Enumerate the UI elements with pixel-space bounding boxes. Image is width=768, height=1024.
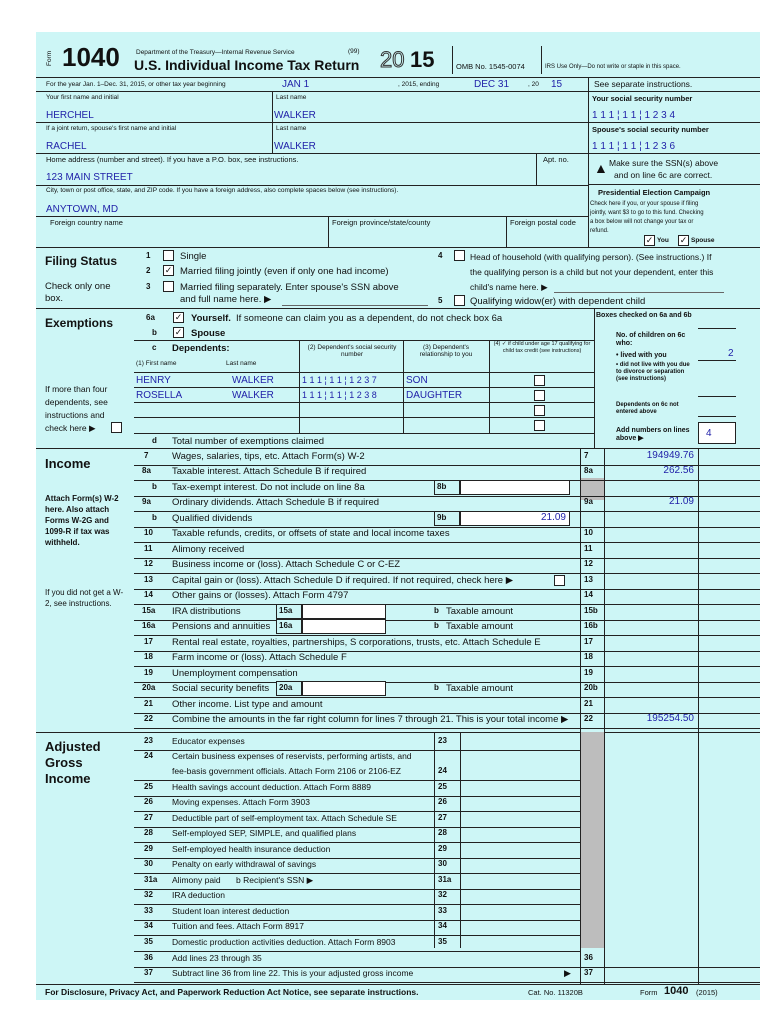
agi-line-28-field[interactable] <box>460 826 580 841</box>
omb-number: OMB No. 1545-0074 <box>456 62 525 71</box>
agi-line-28-label: Self-employed SEP, SIMPLE, and qualified plans <box>172 828 357 838</box>
income-line-14-label: Other gains or (losses). Attach Form 4797 <box>172 590 349 601</box>
income-box-label: 9b <box>437 513 447 522</box>
income-line-number: b <box>152 482 157 491</box>
tax-year-year[interactable]: 15 <box>551 79 563 90</box>
spouse-last-field[interactable]: WALKER <box>274 141 316 152</box>
foreign-country-label: Foreign country name <box>50 218 123 227</box>
income-line-number: 11 <box>144 544 153 553</box>
lived-with-you-label: • lived with you <box>616 352 667 359</box>
dep2-ssn[interactable]: 1 1 1 ¦ 1 1 ¦ 1 2 3 8 <box>302 390 377 400</box>
income-line-number: 13 <box>144 575 153 584</box>
warning-triangle-icon: ▲ <box>594 160 608 176</box>
filing-widow-label: Qualifying widow(er) with dependent child <box>470 296 646 307</box>
agi-line-24-field[interactable] <box>460 764 580 779</box>
agi-box-label: 31a <box>438 875 452 884</box>
campaign-spouse-checkbox[interactable]: ✓ <box>679 235 688 245</box>
filing-widow-checkbox[interactable] <box>454 295 465 306</box>
agi-line-number: 29 <box>144 844 153 853</box>
agi-line-32-field[interactable] <box>460 888 580 903</box>
campaign-line-1: Check here if you, or your spouse if filing <box>590 201 699 207</box>
income-line-number: 12 <box>144 559 153 568</box>
income-row-rule <box>134 728 760 729</box>
agi-box-label: 32 <box>438 890 447 899</box>
income-line-number: 10 <box>144 528 153 537</box>
home-address-field[interactable]: 123 MAIN STREET <box>46 172 133 183</box>
spouse-last-label: Last name <box>276 125 307 132</box>
dep-last-name-header: Last name <box>226 360 257 367</box>
footer-cat: Cat. No. 11320B <box>528 988 583 997</box>
ssn-label: Your social security number <box>592 94 693 103</box>
campaign-you-label: You <box>657 237 669 244</box>
filing-separate-label: Married filing separately. Enter spouse's SSN above <box>180 282 399 293</box>
income-row-rule <box>134 604 760 605</box>
form-number: 1040 <box>62 42 120 72</box>
agi-box-label: 33 <box>438 906 447 915</box>
income-row-rule <box>134 697 760 698</box>
filing-hoh-line-3: child's name here. ▶ <box>470 282 548 292</box>
income-box-label: 9a <box>584 497 593 506</box>
not-live-label: • did not live with you due to divorce or separation (see instructions) <box>616 362 690 382</box>
income-box-label: 17 <box>584 637 593 646</box>
footer-form-word: Form <box>640 988 658 997</box>
exempt-spouse-checkbox[interactable]: ✓ <box>174 327 183 337</box>
agi-line-number: 35 <box>144 937 153 946</box>
income-line-18-label: Farm income or (loss). Attach Schedule F <box>172 652 347 663</box>
income-box-label: 14 <box>584 590 593 599</box>
income-row-rule <box>134 666 760 667</box>
year-outline: 20 <box>380 47 405 72</box>
apt-label: Apt. no. <box>543 155 569 164</box>
tax-year-prefix: , 20 <box>528 81 539 88</box>
income-no-w2: If you did not get a W-2, see instructions. <box>45 588 124 608</box>
agi-line-number: 31a <box>144 875 158 884</box>
ssn-field[interactable]: 1 1 1 ¦ 1 1 ¦ 1 2 3 4 <box>592 110 676 121</box>
tax-year-ending-label: , 2015, ending <box>398 81 440 88</box>
tax-year-box <box>378 47 450 73</box>
income-box-label: 12 <box>584 559 593 568</box>
campaign-line-4: refund. <box>590 228 609 234</box>
income-b-marker: b <box>434 683 439 692</box>
agi-line-number: 27 <box>144 813 153 822</box>
income-row-rule <box>134 542 760 543</box>
children-title: No. of children on 6c who: <box>616 332 686 347</box>
dept-code: (99) <box>348 48 360 55</box>
spouse-first-field[interactable]: RACHEL <box>46 141 87 152</box>
filing-check-only: Check only one <box>45 281 111 292</box>
income-line-8a-amount[interactable]: 262.56 <box>663 465 694 476</box>
income-line-number: 9a <box>142 497 151 506</box>
dep2-credit-checkbox[interactable] <box>534 390 545 401</box>
dep3-credit-checkbox[interactable] <box>534 405 545 416</box>
exempt-spouse-label: Spouse <box>191 328 226 339</box>
exempt-side-1: If more than four <box>45 384 108 394</box>
dep1-ssn[interactable]: 1 1 1 ¦ 1 1 ¦ 1 2 3 7 <box>302 375 377 385</box>
agi-box-label: 26 <box>438 797 447 806</box>
agi-line-31a-label: Alimony paid <box>172 875 221 885</box>
agi-line-25-field[interactable] <box>460 780 580 795</box>
income-line-16a-label: Pensions and annuities <box>172 621 271 632</box>
income-line-19-label: Unemployment compensation <box>172 668 298 679</box>
first-name-field[interactable]: HERCHEL <box>46 110 94 121</box>
agi-row-rule <box>134 951 580 952</box>
income-line-20a-label: Social security benefits <box>172 683 270 694</box>
city-field[interactable]: ANYTOWN, MD <box>46 204 119 215</box>
filing-hoh-checkbox[interactable] <box>454 250 465 261</box>
income-line-15a-label: IRA distributions <box>172 606 241 617</box>
filing-box: box. <box>45 293 63 304</box>
agi-box-label: 27 <box>438 813 447 822</box>
income-line-7-label: Wages, salaries, tips, etc. Attach Form(s) W-2 <box>172 451 365 462</box>
income-box-label: 21 <box>584 699 593 708</box>
exempt-yourself-checkbox[interactable]: ✓ <box>174 312 183 322</box>
foreign-province-label: Foreign province/state/county <box>332 218 431 227</box>
income-line-22-label: Combine the amounts in the far right column for lines 7 through 21. This is your total income ▶ <box>172 714 569 725</box>
agi-box-label: 35 <box>438 937 447 946</box>
filing-single-checkbox[interactable] <box>163 250 174 261</box>
agi-box-label: 37 <box>584 968 593 977</box>
agi-line-24-label: Certain business expenses of reservists, performing artists, and <box>172 751 412 761</box>
dep2-first[interactable]: ROSELLA <box>136 390 183 401</box>
income-line-21-label: Other income. List type and amount <box>172 699 323 710</box>
income-b-marker: b <box>434 621 439 630</box>
income-line-20b-label: Taxable amount <box>446 683 514 694</box>
filing-joint-checkbox[interactable]: ✓ <box>164 265 173 275</box>
exempt-side-3: instructions and <box>45 410 105 420</box>
ssn-note-1: Make sure the SSN(s) above <box>609 158 719 168</box>
income-line-number: 18 <box>144 652 153 661</box>
exempt-side-2: dependents, see <box>45 397 108 407</box>
agi-line-25-label: Health savings account deduction. Attach Form 8889 <box>172 782 371 792</box>
city-label: City, town or post office, state, and ZIP code. If you have a foreign address, also complete spaces below (see instructions). <box>46 187 399 194</box>
exemptions-title: Exemptions <box>45 316 114 330</box>
agi-line-number: 26 <box>144 797 153 806</box>
income-box-label: 16a <box>279 621 293 630</box>
spouse-ssn-field[interactable]: 1 1 1 ¦ 1 1 ¦ 1 2 3 6 <box>592 141 676 152</box>
agi-line-32-label: IRA deduction <box>172 890 225 900</box>
agi-line-34-field[interactable] <box>460 919 580 934</box>
footer-disclosure: For Disclosure, Privacy Act, and Paperwork Reduction Act Notice, see separate instructions. <box>45 987 419 997</box>
income-line-16a-field[interactable] <box>302 619 386 634</box>
agi-line-number: 34 <box>144 921 153 930</box>
lived-with-you-value[interactable]: 2 <box>728 348 734 359</box>
income-line-number: b <box>152 513 157 522</box>
dep-relationship-header: (3) Dependent's relationship to you <box>419 344 473 358</box>
income-line-9a-label: Ordinary dividends. Attach Schedule B if required <box>172 497 380 508</box>
campaign-line-3: a box below will not change your tax or <box>590 219 694 225</box>
dep-ssn-header: (2) Dependent's social security number <box>307 344 397 358</box>
agi-line-27-label: Deductible part of self-employment tax. Attach Schedule SE <box>172 813 397 823</box>
income-box-label: 7 <box>584 451 589 460</box>
total-exemptions-box[interactable] <box>698 422 736 444</box>
agi-line-number: 24 <box>144 751 153 760</box>
tax-year-end[interactable]: DEC 31 <box>474 79 510 90</box>
dep-credit-header: (4) ✓ if child under age 17 qualifying for child tax credit (see instructions) <box>493 341 591 354</box>
tax-year-label: For the year Jan. 1–Dec. 31, 2015, or other tax year beginning <box>46 81 226 88</box>
income-line-15b-label: Taxable amount <box>446 606 514 617</box>
income-attach: Attach Form(s) W-2 here. Also attach Forms W-2G and 1099-R if tax was withheld. <box>45 494 119 547</box>
dep4-credit-checkbox[interactable] <box>534 420 545 431</box>
agi-line-29-field[interactable] <box>460 842 580 857</box>
income-box-label: 11 <box>584 544 593 553</box>
income-line-number: 21 <box>144 699 153 708</box>
exempt-side-4: check here ▶ <box>45 423 96 433</box>
agi-box-label: 25 <box>438 782 447 791</box>
agi-line-26-label: Moving expenses. Attach Form 3903 <box>172 797 310 807</box>
income-box-label: 19 <box>584 668 593 677</box>
first-name-label: Your first name and initial <box>46 94 119 101</box>
income-line-12-label: Business income or (loss). Attach Schedule C or C-EZ <box>172 559 401 570</box>
campaign-title: Presidential Election Campaign <box>598 188 711 197</box>
campaign-you-checkbox[interactable]: ✓ <box>645 235 654 245</box>
filing-hoh-line-2: the qualifying person is a child but not your dependent, enter this <box>470 267 714 277</box>
agi-line-number: 23 <box>144 736 153 745</box>
home-address-label: Home address (number and street). If you have a P.O. box, see instructions. <box>46 155 299 164</box>
dep-not-entered-label: Dependents on 6c not entered above <box>616 402 679 415</box>
more-dependents-checkbox[interactable] <box>111 422 122 433</box>
agi-box-label: 28 <box>438 828 447 837</box>
agi-box-label: 23 <box>438 736 447 745</box>
agi-box-label: 24 <box>438 766 447 775</box>
income-line-number: 8a <box>142 466 151 475</box>
income-line-13-label: Capital gain or (loss). Attach Schedule D if required. If not required, check here ▶ <box>172 575 514 586</box>
campaign-line-2: jointly, want $3 to go to this fund. Checking <box>590 210 704 216</box>
footer-year: (2015) <box>696 988 718 997</box>
income-box-label: 8b <box>437 482 447 491</box>
income-line-10-label: Taxable refunds, credits, or offsets of state and local income taxes <box>172 528 450 539</box>
agi-line-33-field[interactable] <box>460 904 580 919</box>
dep1-relationship[interactable]: SON <box>406 375 428 386</box>
agi-line-35-label: Domestic production activities deduction. Attach Form 8903 <box>172 937 396 947</box>
income-line-17-label: Rental real estate, royalties, partnerships, S corporations, trusts, etc. Attach Schedule E <box>172 637 541 648</box>
tax-year-begin[interactable]: JAN 1 <box>282 79 310 90</box>
agi-line-33-label: Student loan interest deduction <box>172 906 290 916</box>
capital-gain-checkbox[interactable] <box>554 575 565 586</box>
add-numbers-label: Add numbers on lines above ▶ <box>616 427 690 442</box>
filing-status-title: Filing Status <box>45 254 117 268</box>
dep2-last[interactable]: WALKER <box>232 390 274 401</box>
dep1-credit-checkbox[interactable] <box>534 375 545 386</box>
agi-line-number: 37 <box>144 968 153 977</box>
income-box-label: 10 <box>584 528 593 537</box>
department: Department of the Treasury—Internal Revenue Service <box>136 49 295 56</box>
spouse-ssn-label: Spouse's social security number <box>592 125 709 134</box>
income-line-number: 19 <box>144 668 153 677</box>
agi-line-27-field[interactable] <box>460 811 580 826</box>
income-line-8b-field[interactable] <box>460 480 570 495</box>
agi-box-label: 36 <box>584 953 593 962</box>
income-row-rule <box>134 573 760 574</box>
agi-box-label: 34 <box>438 921 447 930</box>
spouse-first-label: If a joint return, spouse's first name and initial <box>46 125 177 132</box>
agi-line-31a-field[interactable] <box>460 873 580 888</box>
income-box-label: 15a <box>279 606 293 615</box>
agi-line-35-field[interactable] <box>460 935 580 950</box>
income-box-label: 20b <box>584 683 598 692</box>
irs-use: IRS Use Only—Do not write or staple in this space. <box>545 64 681 70</box>
agi-title-1: Adjusted <box>45 739 101 754</box>
agi-line-29-label: Self-employed health insurance deduction <box>172 844 331 854</box>
agi-line-23-field[interactable] <box>460 734 580 749</box>
income-line-8a-label: Taxable interest. Attach Schedule B if required <box>172 466 367 477</box>
dep1-first[interactable]: HENRY <box>136 375 171 386</box>
agi-arrow-icon: ▶ <box>564 968 571 978</box>
agi-line-31b-label: b Recipient's SSN ▶ <box>236 875 314 885</box>
agi-line-34-label: Tuition and fees. Attach Form 8917 <box>172 921 304 931</box>
form-1040-page: Form 1040 Department of the Treasury—Internal Revenue Service (99) U.S. Individual Income Tax Return 20 15 OMB No. 1545-0074 IRS Use Only—Do not write or staple in this space. For the year Jan. 1–Dec. 31, 2015, or other tax year beginning JAN 1 , 2015, ending DEC 31 , 20 15 See separate instructions. Your first name and initial Last name Your social security number HERCHEL WALKER 1 1 1 ¦ 1 1 ¦ 1 2 3 4 If a joint return, spouse's first name and initial Last name Spouse's social security number RACHEL WALKER 1 1 1 ¦ 1 1 ¦ 1 2 3 6 Home address (number and street). If you have a P.O. box, see instructions. Apt. no. 123 MAIN STREET ▲ Make sure the SSN(s) above and on line 6c are correct. City, town or post office, state, and ZIP code. If you have a foreign address, also complete spaces below (see instructions). ANYTOWN, MD Foreign country name Foreign province/state/county Foreign postal code Presidential Election Campaign Check here if you, or your spouse if filing jointly, want $3 to go to this fund. Checking a box below will not change your tax or refund. ✓ You ✓ Spouse Filing Status Check only one box. 1 Single 2 ✓ Married filing jointly (even if only one had income) 3 Married filing separately. Enter spouse's SSN above and full name here. ▶ 4 Head of household (with qualifying person). (See instructions.) If the qualifying person is a child but not your dependent, enter this child's name here. ▶ 5 Qualifying widow(er) with dependent child Exemptions 6a ✓ Yourself. If someone can claim you as a dependent, do not check box 6a b ✓ Spouse c Dependents: (1) First name Last name (2) Dependent's social security number (3) Dependent's relationship to you (4) ✓ if child under age 17 qualifying for child tax credit (see instructions) HENRY WALKER 1 1 1 ¦ 1 1 ¦ 1 2 3 7 SON ROSELLA WALKER 1 1 1 ¦ 1 1 ¦ 1 2 3 8 DAUGHTER If more than four dependents, see instructions and check here ▶ d Total number of exemptions claimed Boxes checked on 6a and 6b No. of children on 6c who: • lived with you • did not live with you due to divorce or separation (see instructions) Dependents on 6c not entered above Add numbers on lines above ▶ 2 4 Income Attach Form(s) W-2 here. Also attach Forms W-2G and 1099-R if tax was withheld. If you did not get a W-2, see instructions. 7 Wages, salaries, tips, etc. Attach Form(s) W-2 7 194949.76 8a Taxable interest. Attach Schedule B if required 8a 262.56 b Tax-exempt interest. Do not include on line 8a 8b 9a Ordinary dividends. Attach Schedule B if required 9a 21.09 b Qualified dividends 9b 21.09 10 Taxable refunds, credits, or offsets of state and local income taxes 10 11 Alimony received 11 12 Business income or (loss). Attach Schedule C or C-EZ 12 13 Capital gain or (loss). Attach Schedule D if required. If not required, check here ▶ 13 14 Other gains or (losses). Attach Form 4797 14 15a IRA distributions 15a b Taxable amount 15b 16a Pensions and annuities 16a b Taxable amount 16b 17 Rental real estate, royalties, partnerships, S corporations, trusts, etc. Attach Schedule E 17 18 Farm income or (loss). Attach Schedule F 18 19 Unemployment compensation 19 20a Social security benefits 20a b Taxable amount 20b 21 Other income. List type and amount 21 22 Combine the amounts in the far right column for lines 7 through 21. This is your total income ▶ 22 195254.50 Adjusted Gross Income 23 Educator expenses 23 24 Certain business expenses of reservists, performing artists, and fee-basis government officials. Attach Form 2106 or 2106-EZ 24 25 Health savings account deduction. Attach Form 8889 25 26 Moving expenses. Attach Form 3903 26 27 Deductible part of self-employment tax. Attach Schedule SE 27 28 Self-employed SEP, SIMPLE, and qualified plans 28 29 Self-employed health insurance deduction 29 30 Penalty on early withdrawal of savings 30 31a Alimony paid b Recipient's SSN ▶ 31a 32 IRA deduction 32 33 Student loan interest deduction 33 34 Tuition and fees. Attach Form 8917 34 35 Domestic production activities deduction. Attach Form 8903 35 36 Add lines 23 through 35 36 37 Subtract line 36 from line 22. This is your adjusted gross income 37 ▶ For Disclosure, Privacy Act, and Paperwork Reduction Act Notice, see separate instructions. Cat. No. 11320B Form 1040 (2015) <box>36 32 760 1000</box>
agi-line-number: 25 <box>144 782 153 791</box>
agi-line-number: 32 <box>144 890 153 899</box>
income-line-11-label: Alimony received <box>172 544 245 555</box>
agi-line-number: 33 <box>144 906 153 915</box>
see-instructions: See separate instructions. <box>594 79 693 89</box>
last-name-label: Last name <box>276 94 307 101</box>
income-line-number: 15a <box>142 606 156 615</box>
agi-box-label: 30 <box>438 859 447 868</box>
agi-line-30-label: Penalty on early withdrawal of savings <box>172 859 317 869</box>
dep-first-name-header: (1) First name <box>136 360 177 367</box>
agi-line-number: 30 <box>144 859 153 868</box>
exempt-yourself-bold: Yourself. <box>191 313 231 324</box>
agi-row-rule <box>134 982 760 983</box>
filing-joint-label: Married filing jointly (even if only one had income) <box>180 266 389 277</box>
income-box-label: 15b <box>584 606 598 615</box>
dep2-relationship[interactable]: DAUGHTER <box>406 390 463 401</box>
filing-hoh-line-1: Head of household (with qualifying person). (See instructions.) If <box>470 252 712 262</box>
agi-line-24-label-2: fee-basis government officials. Attach Form 2106 or 2106-EZ <box>172 766 401 776</box>
income-line-number: 17 <box>144 637 153 646</box>
income-line-number: 7 <box>144 451 149 460</box>
agi-box-label: 29 <box>438 844 447 853</box>
income-row-rule <box>134 635 760 636</box>
year-bold: 15 <box>410 47 435 72</box>
agi-line-37-label: Subtract line 36 from line 22. This is your adjusted gross income <box>172 968 414 978</box>
income-line-16b-label: Taxable amount <box>446 621 514 632</box>
filing-separate-name: and full name here. ▶ <box>180 294 272 305</box>
footer-form-number: 1040 <box>664 985 689 997</box>
income-line-20a-field[interactable] <box>302 681 386 696</box>
income-box-label: 18 <box>584 652 593 661</box>
income-line-9b-amount: 21.09 <box>540 512 566 523</box>
income-line-b-label: Qualified dividends <box>172 513 253 524</box>
foreign-postal-label: Foreign postal code <box>510 218 576 227</box>
filing-separate-checkbox[interactable] <box>163 281 174 292</box>
income-line-22-amount[interactable]: 195254.50 <box>646 713 694 724</box>
income-line-number: 14 <box>144 590 153 599</box>
income-box-label: 8a <box>584 466 593 475</box>
boxes-checked-label: Boxes checked on 6a and 6b <box>596 312 692 319</box>
income-box-label: 20a <box>279 683 293 692</box>
income-line-number: 20a <box>142 683 156 692</box>
exemptions-total-label: Total number of exemptions claimed <box>172 436 325 447</box>
last-name-field[interactable]: WALKER <box>274 110 316 121</box>
income-line-b-label: Tax-exempt interest. Do not include on line 8a <box>172 482 365 493</box>
agi-title-3: Income <box>45 771 91 786</box>
income-line-number: 16a <box>142 621 156 630</box>
agi-line-23-label: Educator expenses <box>172 736 245 746</box>
dep1-last[interactable]: WALKER <box>232 375 274 386</box>
agi-line-30-field[interactable] <box>460 857 580 872</box>
agi-line-number: 28 <box>144 828 153 837</box>
income-line-15a-field[interactable] <box>302 604 386 619</box>
filing-single-label: Single <box>180 251 207 262</box>
income-box-label: 16b <box>584 621 598 630</box>
total-exemptions-value: 4 <box>706 428 712 439</box>
agi-line-number: 36 <box>144 953 153 962</box>
form-word: Form <box>46 50 53 66</box>
income-box-label: 22 <box>584 714 593 723</box>
ssn-note-2: and on line 6c are correct. <box>614 170 713 180</box>
campaign-spouse-label: Spouse <box>691 237 715 244</box>
income-line-number: 22 <box>144 714 153 723</box>
income-title: Income <box>45 456 91 471</box>
agi-title-2: Gross <box>45 755 83 770</box>
exempt-yourself-rest: If someone can claim you as a dependent, do not check box 6a <box>236 313 503 324</box>
income-box-label: 13 <box>584 575 593 584</box>
income-line-9a-amount[interactable]: 21.09 <box>668 496 694 507</box>
dependents-heading: Dependents: <box>172 343 230 354</box>
income-line-7-amount[interactable]: 194949.76 <box>646 450 694 461</box>
agi-line-26-field[interactable] <box>460 795 580 810</box>
form-title: U.S. Individual Income Tax Return <box>134 57 360 73</box>
agi-line-36-label: Add lines 23 through 35 <box>172 953 262 963</box>
income-b-marker: b <box>434 606 439 615</box>
